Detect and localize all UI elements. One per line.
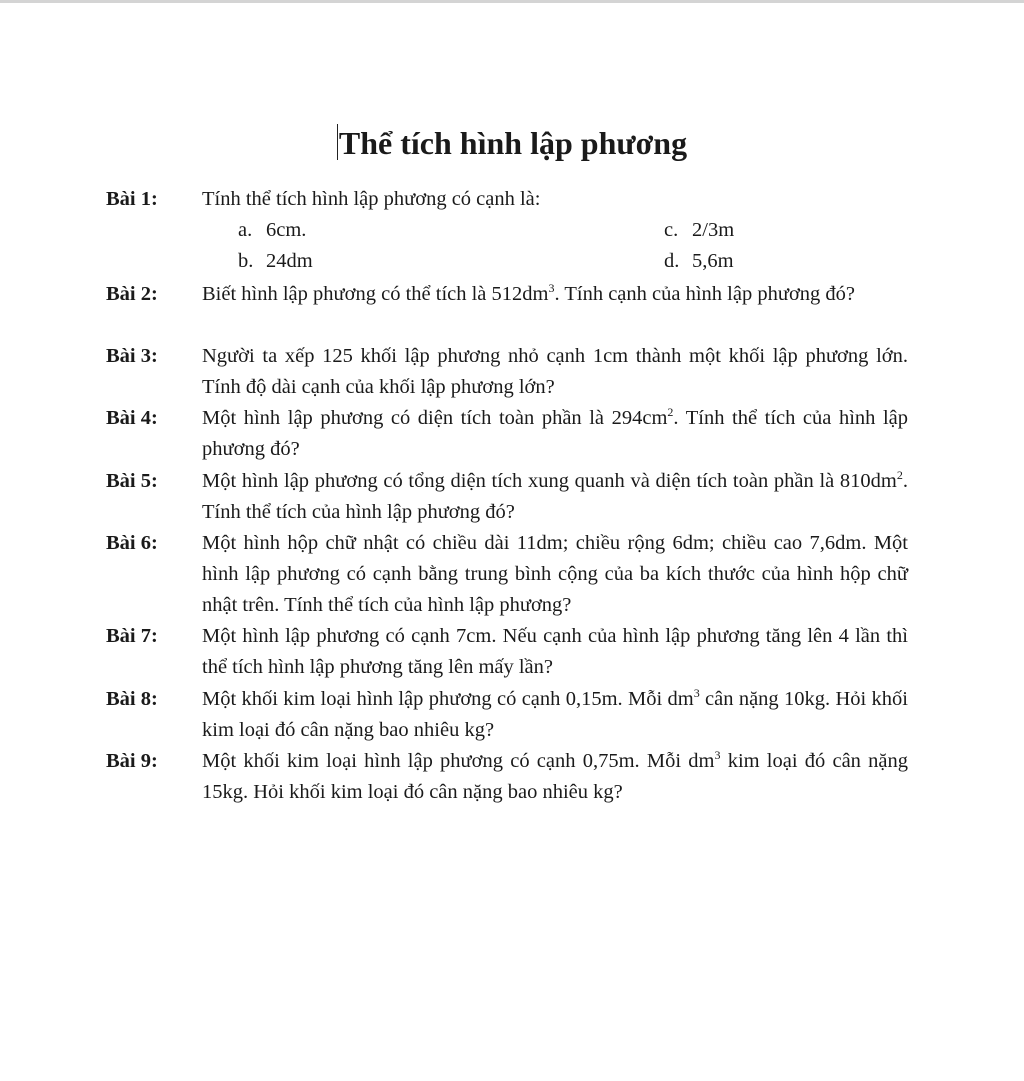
exercise-1: [106, 184, 908, 215]
option-c: c. 2/3m: [664, 219, 735, 241]
text-cursor: [337, 124, 338, 160]
exercise-2: [106, 279, 908, 310]
page-title-text: Thể tích hình lập phương: [338, 125, 688, 161]
exercise-text: Người ta xếp 125 khối lập phương nhỏ cạnh 1cm thành một khối lập phương lớn. Tính độ dài cạnh của khối lập phương lớn?: [202, 345, 908, 398]
exercise-label: Bài 7:: [106, 625, 158, 647]
exercise-text: Một hình lập phương có cạnh 7cm. Nếu cạnh của hình lập phương tăng lên 4 lần thì thể tích hình lập phương tăng lên mấy lần?: [202, 625, 908, 678]
exercise-7: [106, 621, 908, 683]
exercise-5: [106, 466, 908, 528]
exercise-text: Biết hình lập phương có thể tích là $512dm^3$. Tính cạnh của hình lập phương đó?: [202, 281, 856, 305]
exercise-label: Bài 8:: [106, 688, 158, 710]
exercise-8: [106, 684, 908, 746]
page-title: [0, 121, 1024, 165]
exercise-label: Bài 5:: [106, 470, 158, 492]
exercise-text: Một hình lập phương có tổng diện tích xung quanh và diện tích toàn phần là $810dm^2$. Tính thể tích của hình lập phương đó?: [202, 468, 908, 523]
exercise-6: [106, 528, 908, 621]
exercise-label: Bài 9:: [106, 750, 158, 772]
exercise-label: Bài 2:: [106, 283, 158, 305]
exercise-text: Một hình hộp chữ nhật có chiều dài 11dm; chiều rộng 6dm; chiều cao 7,6dm. Một hình lập phương có cạnh bằng trung bình cộng của ba kích thước của hình hộp chữ nhật trên. Tính thể tích của hình lập phương?: [202, 532, 908, 616]
option-d: d. 5,6m: [664, 250, 734, 272]
exercise-label: Bài 6:: [106, 532, 158, 554]
exercise-text: Một khối kim loại hình lập phương có cạnh 0,75m. Mỗi $dm^3$ kim loại đó cân nặng 15kg. Hỏi khối kim loại đó cân nặng bao nhiêu kg?: [202, 748, 908, 803]
exercise-4: [106, 403, 908, 465]
exercise-text: Tính thể tích hình lập phương có cạnh là:: [202, 188, 541, 210]
exercise-label: Bài 4:: [106, 407, 158, 429]
option-b: b. 24dm: [238, 250, 313, 272]
exercise-9: [106, 746, 908, 808]
option-a: a. 6cm.: [238, 219, 307, 241]
exercise-text: Một khối kim loại hình lập phương có cạnh 0,15m. Mỗi $dm^3$ cân nặng 10kg. Hỏi khối kim loại đó cân nặng bao nhiêu kg?: [202, 686, 908, 741]
exercise-label: Bài 3:: [106, 345, 158, 367]
exercise-text: Một hình lập phương có diện tích toàn phần là $294cm^2$. Tính thể tích của hình lập phương đó?: [202, 405, 908, 460]
exercise-label: Bài 1:: [106, 188, 158, 210]
exercise-3: [106, 341, 908, 403]
